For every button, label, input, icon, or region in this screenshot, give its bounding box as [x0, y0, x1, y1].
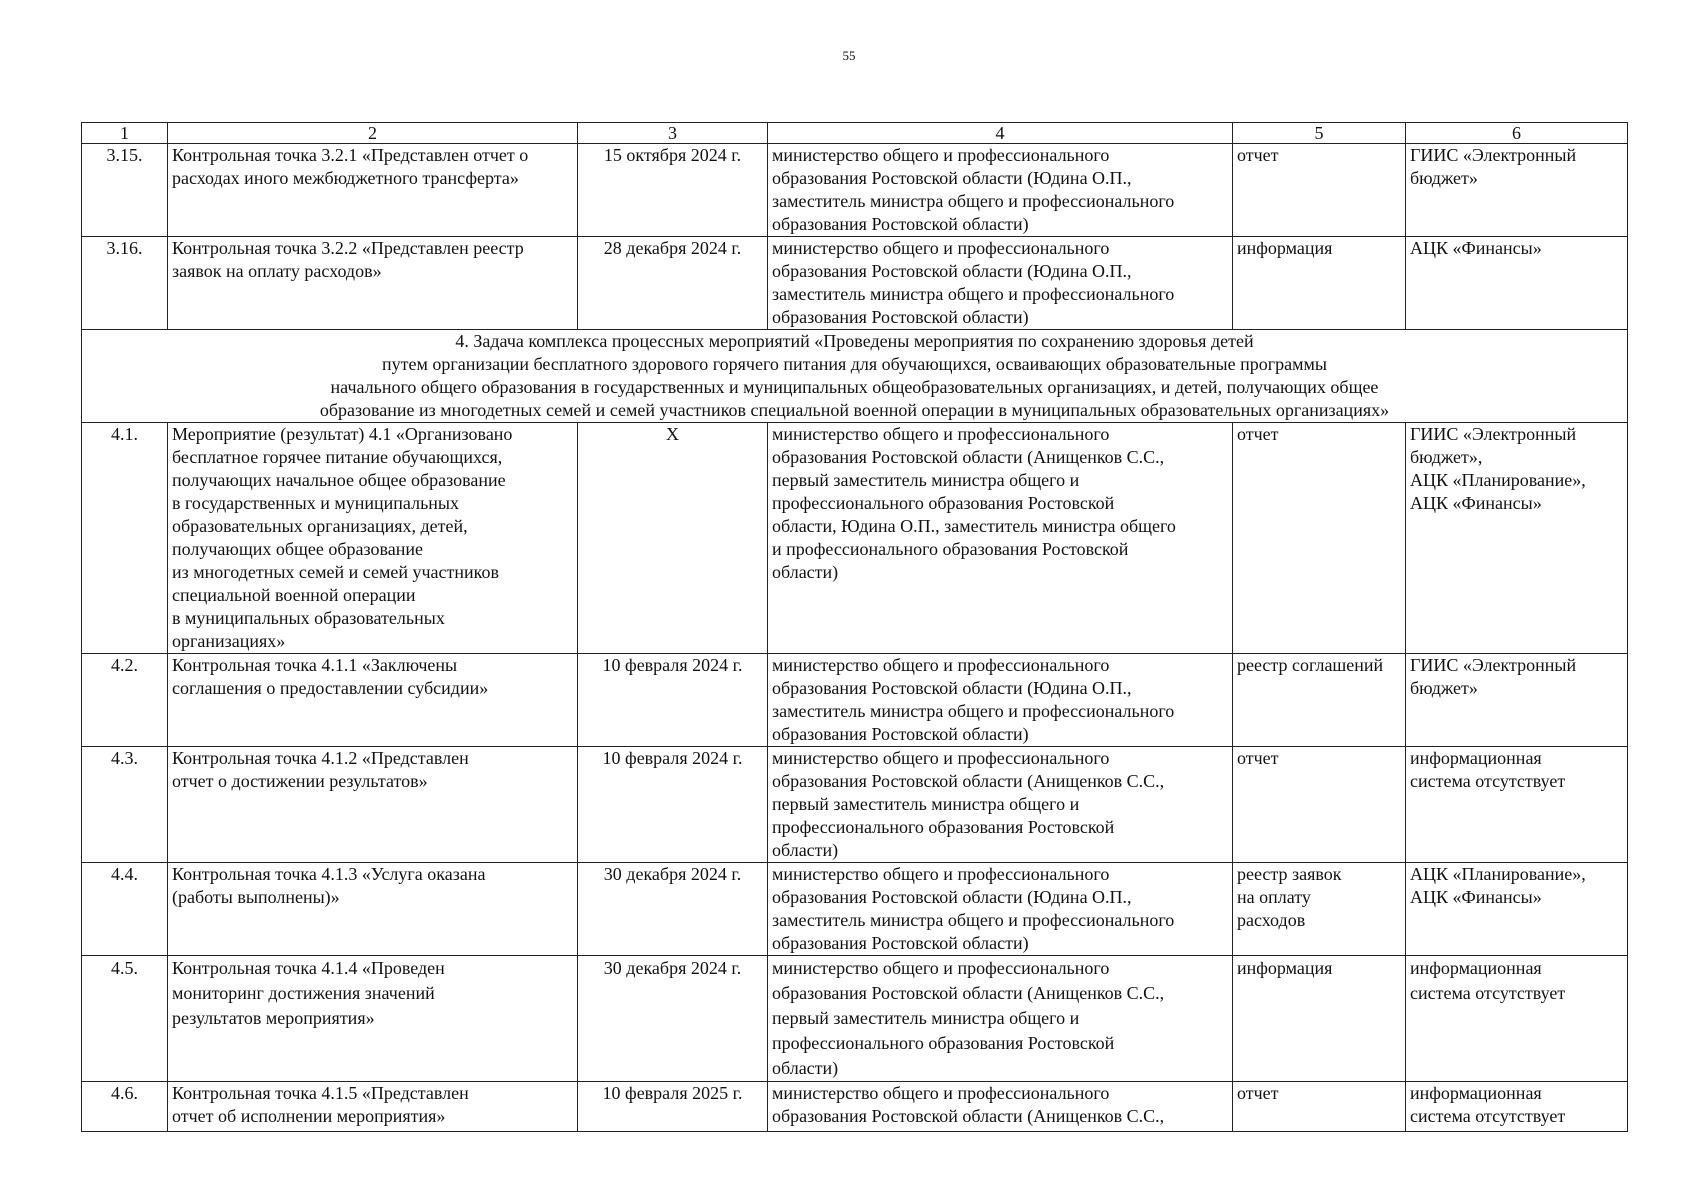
row-date: Х: [578, 423, 768, 654]
row-number: 4.2.: [82, 654, 168, 747]
row-responsible: министерство общего и профессионального образования Ростовской области (Юдина О.П., заместитель министра общего и профессионального образования Ростовской области): [768, 237, 1233, 330]
row-name: Контрольная точка 4.1.5 «Представлен отчет об исполнении мероприятия»: [168, 1082, 578, 1132]
row-name: Контрольная точка 3.2.1 «Представлен отчет о расходах иного межбюджетного трансферта»: [168, 144, 578, 237]
row-document: отчет: [1233, 747, 1406, 863]
row-number: 4.6.: [82, 1082, 168, 1132]
row-date: 10 февраля 2025 г.: [578, 1082, 768, 1132]
table-row: [82, 237, 1628, 330]
row-name: Контрольная точка 4.1.3 «Услуга оказана (работы выполнены)»: [168, 863, 578, 956]
row-information-system: информационная система отсутствует: [1406, 1082, 1628, 1132]
task-header-row: [82, 330, 1628, 423]
row-responsible: министерство общего и профессионального образования Ростовской области (Анищенков С.С., первый заместитель министра общего и профессионального образования Ростовской области): [768, 747, 1233, 863]
column-number: 5: [1233, 123, 1406, 144]
row-number: 4.3.: [82, 747, 168, 863]
row-name: Мероприятие (результат) 4.1 «Организовано бесплатное горячее питание обучающихся, получающих начальное общее образование в государственных и муниципальных образовательных организациях, детей, получающих общее образование из многодетных семей и семей участников специальной военной операции в муниципальных образовательных организациях»: [168, 423, 578, 654]
column-number: 4: [768, 123, 1233, 144]
row-date: 10 февраля 2024 г.: [578, 654, 768, 747]
row-responsible: министерство общего и профессионального образования Ростовской области (Юдина О.П., заместитель министра общего и профессионального образования Ростовской области): [768, 144, 1233, 237]
table-row: [82, 747, 1628, 863]
row-information-system: ГИИС «Электронный бюджет»: [1406, 144, 1628, 237]
row-information-system: АЦК «Планирование», АЦК «Финансы»: [1406, 863, 1628, 956]
row-document: отчет: [1233, 144, 1406, 237]
row-responsible: министерство общего и профессионального образования Ростовской области (Анищенков С.С., первый заместитель министра общего и профессионального образования Ростовской области): [768, 956, 1233, 1082]
row-number: 3.15.: [82, 144, 168, 237]
row-number: 4.1.: [82, 423, 168, 654]
column-number-header-row: [82, 123, 1628, 144]
page-number: 55: [842, 48, 856, 63]
task-header: 4. Задача комплекса процессных мероприятий «Проведены мероприятия по сохранению здоровья детей путем организации бесплатного здорового горячего питания для обучающихся, осваивающих образовательные программы начального общего образования в государственных и муниципальных общеобразовательных организациях, и детей, получающих общее образование из многодетных семей и семей участников специальной военной операции в муниципальных образовательных организациях»: [82, 330, 1628, 423]
row-number: 3.16.: [82, 237, 168, 330]
table-row: [82, 863, 1628, 956]
row-date: 28 декабря 2024 г.: [578, 237, 768, 330]
row-name: Контрольная точка 4.1.4 «Проведен мониторинг достижения значений результатов мероприятия»: [168, 956, 578, 1082]
row-information-system: информационная система отсутствует: [1406, 747, 1628, 863]
row-responsible: министерство общего и профессионального образования Ростовской области (Юдина О.П., заместитель министра общего и профессионального образования Ростовской области): [768, 654, 1233, 747]
row-responsible: министерство общего и профессионального образования Ростовской области (Анищенков С.С.,: [768, 1082, 1233, 1132]
row-name: Контрольная точка 4.1.1 «Заключены соглашения о предоставлении субсидии»: [168, 654, 578, 747]
table-row: [82, 144, 1628, 237]
table-row: [82, 1082, 1628, 1132]
column-number: 3: [578, 123, 768, 144]
row-document: отчет: [1233, 423, 1406, 654]
row-date: 10 февраля 2024 г.: [578, 747, 768, 863]
row-name: Контрольная точка 3.2.2 «Представлен реестр заявок на оплату расходов»: [168, 237, 578, 330]
column-number: 1: [82, 123, 168, 144]
row-responsible: министерство общего и профессионального образования Ростовской области (Юдина О.П., заместитель министра общего и профессионального образования Ростовской области): [768, 863, 1233, 956]
row-information-system: ГИИС «Электронный бюджет», АЦК «Планирование», АЦК «Финансы»: [1406, 423, 1628, 654]
row-number: 4.5.: [82, 956, 168, 1082]
row-responsible: министерство общего и профессионального образования Ростовской области (Анищенков С.С., первый заместитель министра общего и профессионального образования Ростовской области, Юдина О.П., заместитель министра общего и профессионального образования Ростовской области): [768, 423, 1233, 654]
plan-table: [81, 122, 1628, 1132]
row-name: Контрольная точка 4.1.2 «Представлен отчет о достижении результатов»: [168, 747, 578, 863]
row-information-system: АЦК «Финансы»: [1406, 237, 1628, 330]
table-row: [82, 423, 1628, 654]
column-number: 6: [1406, 123, 1628, 144]
row-date: 30 декабря 2024 г.: [578, 863, 768, 956]
table-row: [82, 654, 1628, 747]
row-document: реестр заявок на оплату расходов: [1233, 863, 1406, 956]
row-information-system: информационная система отсутствует: [1406, 956, 1628, 1082]
column-number: 2: [168, 123, 578, 144]
row-document: отчет: [1233, 1082, 1406, 1132]
row-date: 15 октября 2024 г.: [578, 144, 768, 237]
row-date: 30 декабря 2024 г.: [578, 956, 768, 1082]
row-document: информация: [1233, 237, 1406, 330]
row-document: информация: [1233, 956, 1406, 1082]
table-row: [82, 956, 1628, 1082]
row-information-system: ГИИС «Электронный бюджет»: [1406, 654, 1628, 747]
row-document: реестр соглашений: [1233, 654, 1406, 747]
row-number: 4.4.: [82, 863, 168, 956]
